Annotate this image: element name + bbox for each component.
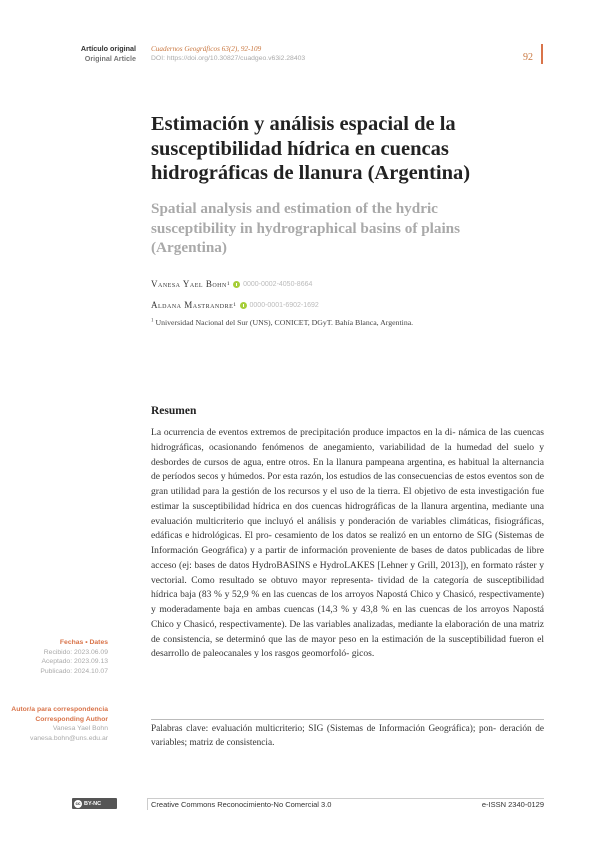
date-accepted: Aceptado: 2023.09.13	[41, 658, 108, 666]
abstract-line: una matriz de consistencia, se determinó que las de mayor peso en la estimación	[151, 618, 545, 645]
title-es-line: Estimación y análisis espacial de la	[151, 113, 456, 135]
correspondence-email[interactable]: vanesa.bohn@uns.edu.ar	[30, 734, 108, 742]
abstract-line: Chasicó, respectivamente). De las variables analizadas, mediante la elaboración de	[183, 618, 501, 630]
title-es-line: susceptibilidad hídrica en cuencas	[151, 137, 449, 160]
author-name: Vanesa Yael Bohn	[151, 279, 227, 289]
abstract-line: húmedos. Por esta razón, los estudios de las consecuencias de estos eventos son de	[227, 471, 544, 483]
journal-info	[151, 44, 305, 64]
orcid-icon[interactable]	[233, 281, 240, 288]
title-en-line: (Argentina)	[151, 239, 227, 256]
abstract-line: en ambas cuencas (14,3 % y 43,8 % en las cuencas de los arroyos Napostá Chico y	[151, 604, 544, 630]
issn: e-ISSN 2340-0129	[481, 800, 544, 809]
date-published: Publicado: 2024.10.07	[40, 667, 108, 675]
author-affil-sup: 1	[226, 281, 231, 287]
abstract-heading: Resumen	[151, 405, 197, 417]
correspondence-label-en: Corresponding Author	[35, 715, 108, 723]
abstract-line: gran utilidad para la gestión de los recursos y el uso de la tierra. El objetivo de esta	[151, 486, 476, 497]
journal-name: Cuadernos Geográficos 63(2), 92-109	[151, 45, 262, 53]
abstract-line: de la susceptibilidad fueron el desarrollo de paleocanales y los rasgos geomorfoló-	[151, 633, 544, 660]
correspondence-block	[11, 705, 108, 743]
affiliation	[151, 318, 413, 327]
abstract-line: tividad de la categoría de susceptibilidad hídrica baja (83 % y 52,9 % en las cuencas	[151, 574, 544, 601]
abstract-line: y ponderación de variables climáticas, fisiográficas, edáficas e hidrológicas. El pro-	[151, 515, 545, 542]
orcid-link[interactable]: 0000-0002-4050-8664	[243, 280, 313, 288]
page-number: 92	[523, 52, 533, 63]
affiliation-text: Universidad Nacional del Sur (UNS), CONICET, DGyT. Bahía Blanca, Argentina.	[155, 318, 414, 327]
article-type	[81, 44, 136, 64]
article-type-es: Artículo original	[80, 44, 136, 53]
dates-label: Fechas • Dates	[59, 639, 108, 646]
abstract-line: investigación fue estimar la susceptibilidad hídrica en dos cuencas hidrográficas de	[151, 486, 544, 512]
correspondence-label-es: Autor/a para correspondencia	[11, 706, 108, 713]
cc-license-badge[interactable]	[72, 798, 117, 809]
abstract-line: námica de las cuencas hidrográficas, ocasionando fenómenos de anegamiento,	[151, 427, 545, 453]
author-2	[151, 300, 319, 310]
title-en-line: susceptibility in hydrographical basins of plains	[151, 219, 461, 237]
cc-badge-label: BY-NC	[84, 800, 102, 807]
keywords-line: deración de variables; matriz de consistencia.	[151, 724, 544, 748]
footer-separator	[147, 798, 148, 810]
correspondence-name: Vanesa Yael Bohn	[52, 725, 108, 733]
abstract-line: cesamiento de los datos se realizó en un entorno de SIG (Sistemas de Información	[151, 530, 545, 556]
page-accent-bar	[541, 44, 543, 64]
footer-divider	[147, 798, 544, 799]
keywords	[151, 723, 544, 750]
abstract-line: La ocurrencia de eventos extremos de precipitación produce impactos en la di-	[151, 427, 456, 438]
title-spanish	[151, 112, 551, 186]
abstract-line: gicos.	[351, 648, 375, 660]
article-type-en: Original Article	[84, 54, 136, 63]
keywords-divider	[151, 719, 544, 720]
doi-link[interactable]: DOI: https://doi.org/10.30827/cuadgeo.v63i2.28403	[151, 55, 306, 62]
affiliation-sup: 1	[151, 318, 154, 324]
title-english	[151, 199, 551, 258]
title-en-line: Spatial analysis and estimation of the hydric	[151, 200, 438, 217]
abstract-line: de los arroyos Napostá Chico y Chasicó, respectivamente) y moderadamente baja	[151, 589, 545, 615]
orcid-icon[interactable]	[240, 302, 247, 309]
abstract-line: 2013]), en formato ráster y vectorial. Como resultado se obtuvo mayor representa-	[151, 559, 545, 586]
author-affil-sup: 1	[233, 302, 237, 308]
dates-block	[40, 638, 108, 676]
date-received: Recibido: 2023.06.09	[43, 648, 108, 656]
abstract-body	[151, 426, 544, 662]
abstract-line: de libre acceso (ej: bases de datos HydroBASINS e HydroLAKES [Lehner y Grill,	[151, 545, 544, 571]
author-1	[151, 279, 312, 289]
abstract-line: la llanura argentina, mediante una evaluación multicriterio que incluyó el análisis	[151, 500, 544, 527]
orcid-link[interactable]: 0000-0001-6902-1692	[249, 301, 319, 309]
abstract-line: En la llanura pampeana argentina, es habitual la alternancia de períodos secos y	[151, 456, 544, 483]
title-es-line: hidrográficas de llanura (Argentina)	[151, 162, 471, 184]
cc-icon: cc	[75, 801, 81, 806]
keywords-line: Palabras clave: evaluación multicriterio; SIG (Sistemas de Información Geográfica); pon-	[151, 724, 497, 734]
license-text: Creative Commons Reconocimiento-No Comercial 3.0	[151, 800, 332, 809]
author-name: Aldana Mastrandre	[151, 300, 234, 310]
abstract-line: Geográfica) y a partir de información proveniente de bases de datos publicadas	[201, 545, 512, 556]
abstract-line: variabilidad de la humedad del suelo y desbordes de cursos de agua, entre otros.	[151, 441, 545, 468]
